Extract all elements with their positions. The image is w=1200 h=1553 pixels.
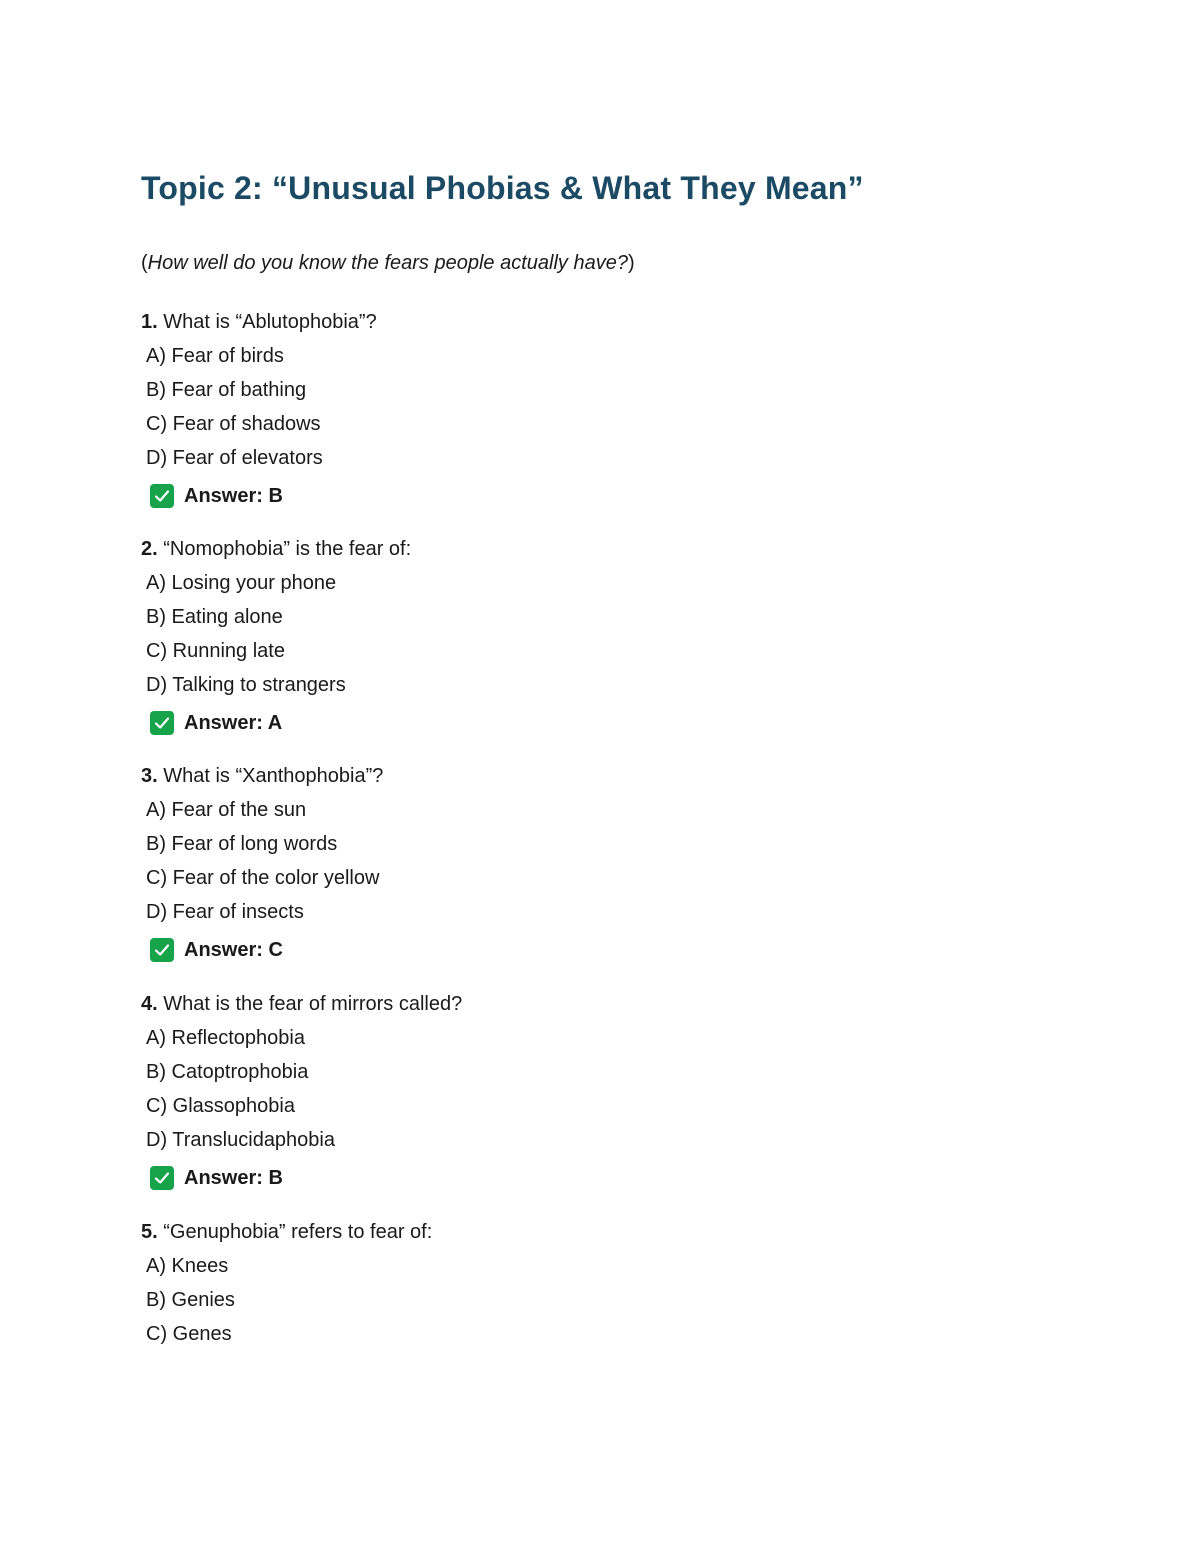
question-prompt: “Nomophobia” is the fear of: bbox=[163, 538, 412, 560]
option-d: D) Fear of insects bbox=[146, 901, 304, 923]
question-prompt: What is “Ablutophobia”? bbox=[163, 311, 377, 333]
question-text bbox=[141, 759, 1041, 793]
question-text bbox=[141, 987, 1041, 1021]
answer-value: C bbox=[268, 938, 283, 961]
question-number: 4. bbox=[141, 993, 158, 1015]
answer-text bbox=[184, 1167, 283, 1190]
question-number: 1. bbox=[141, 311, 158, 333]
option-d: D) Talking to strangers bbox=[146, 674, 346, 696]
answer-value: A bbox=[267, 711, 283, 734]
question-2 bbox=[141, 532, 1041, 743]
answer-label: Answer: bbox=[184, 711, 263, 734]
check-mark-icon bbox=[150, 484, 174, 508]
answer-line bbox=[141, 1158, 1041, 1198]
subtitle-close-paren: ) bbox=[627, 252, 635, 274]
page-subtitle bbox=[141, 252, 635, 275]
answer-label: Answer: bbox=[184, 938, 263, 961]
subtitle-open-paren: ( bbox=[141, 252, 148, 274]
question-text bbox=[141, 1215, 1041, 1249]
question-5 bbox=[141, 1215, 1041, 1351]
option-a: A) Knees bbox=[146, 1255, 229, 1277]
option-a: A) Reflectophobia bbox=[146, 1027, 305, 1049]
answer-line bbox=[141, 476, 1041, 516]
option-a: A) Fear of birds bbox=[146, 345, 284, 367]
answer-text bbox=[184, 485, 283, 508]
subtitle-text: How well do you know the fears people actually have? bbox=[147, 252, 628, 274]
option-b: B) Catoptrophobia bbox=[146, 1061, 309, 1083]
check-mark-icon bbox=[150, 711, 174, 735]
question-text bbox=[141, 305, 1041, 339]
option-a: A) Losing your phone bbox=[146, 572, 337, 594]
option-b: B) Eating alone bbox=[146, 606, 283, 628]
option-a: A) Fear of the sun bbox=[146, 799, 307, 821]
question-1 bbox=[141, 305, 1041, 516]
option-c: C) Glassophobia bbox=[146, 1095, 295, 1117]
option-b: B) Fear of bathing bbox=[146, 379, 307, 401]
answer-text bbox=[184, 939, 283, 962]
question-text bbox=[141, 532, 1041, 566]
answer-line bbox=[141, 703, 1041, 743]
option-c: C) Genes bbox=[146, 1323, 232, 1345]
page-title: Topic 2: “Unusual Phobias & What They Mean” bbox=[141, 170, 864, 206]
option-d: D) Translucidaphobia bbox=[146, 1129, 335, 1151]
question-number: 5. bbox=[141, 1221, 158, 1243]
option-c: C) Running late bbox=[146, 640, 285, 662]
option-b: B) Genies bbox=[146, 1289, 235, 1311]
answer-value: B bbox=[268, 1166, 283, 1189]
option-c: C) Fear of shadows bbox=[146, 413, 321, 435]
question-number: 3. bbox=[141, 765, 158, 787]
answer-label: Answer: bbox=[184, 1166, 263, 1189]
question-3 bbox=[141, 759, 1041, 970]
question-4 bbox=[141, 987, 1041, 1198]
question-prompt: What is “Xanthophobia”? bbox=[163, 765, 384, 787]
option-d: D) Fear of elevators bbox=[146, 447, 323, 469]
question-prompt: What is the fear of mirrors called? bbox=[163, 993, 463, 1015]
check-mark-icon bbox=[150, 938, 174, 962]
option-b: B) Fear of long words bbox=[146, 833, 338, 855]
check-mark-icon bbox=[150, 1166, 174, 1190]
option-c: C) Fear of the color yellow bbox=[146, 867, 380, 889]
question-prompt: “Genuphobia” refers to fear of: bbox=[163, 1221, 433, 1243]
question-number: 2. bbox=[141, 538, 158, 560]
answer-value: B bbox=[268, 484, 283, 507]
answer-line bbox=[141, 930, 1041, 970]
answer-text bbox=[184, 712, 282, 735]
answer-label: Answer: bbox=[184, 484, 263, 507]
